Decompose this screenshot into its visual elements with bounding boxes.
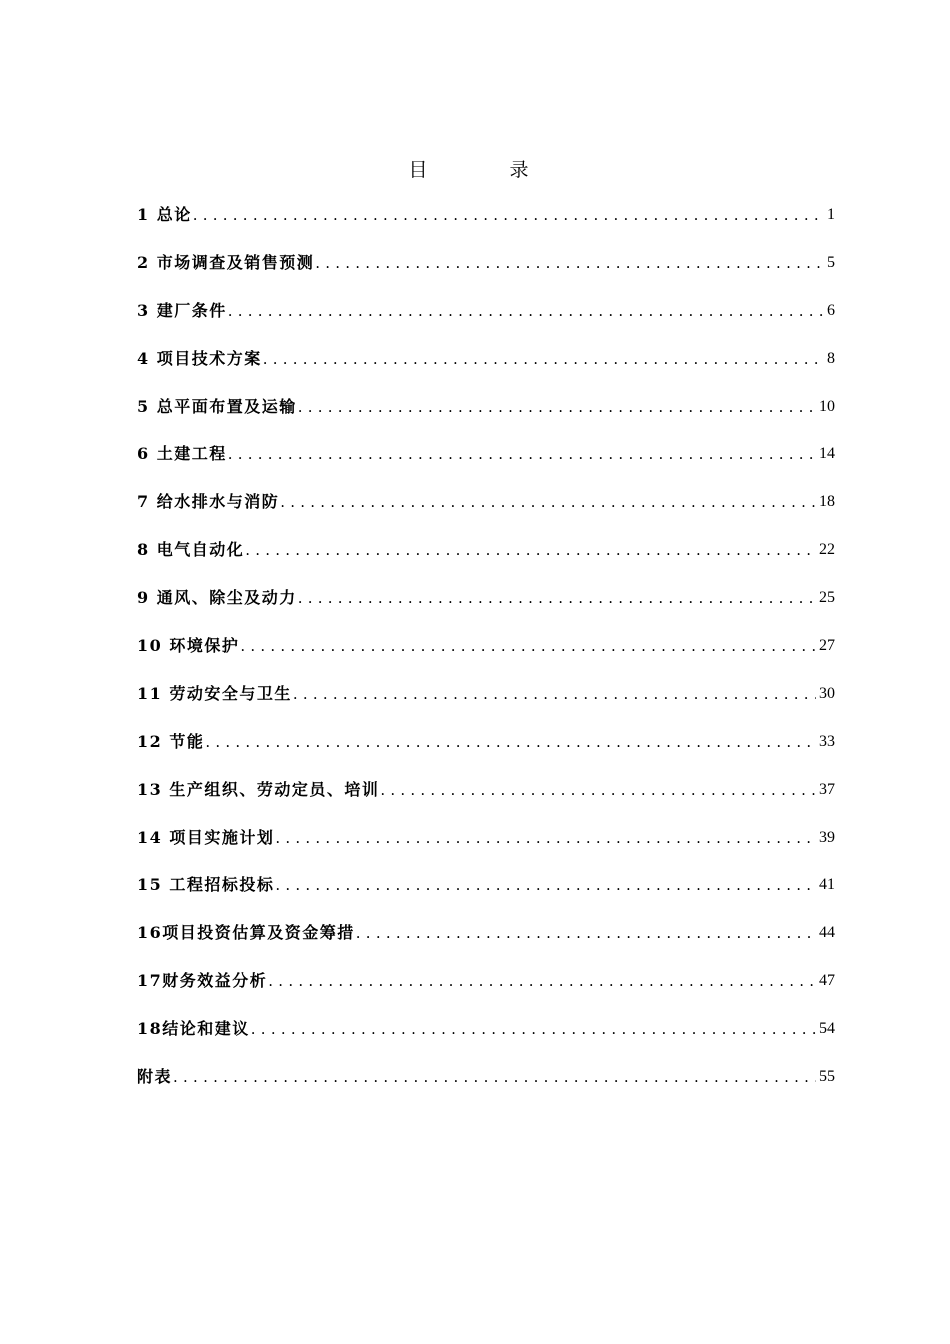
toc-dot-leader: [356, 918, 816, 948]
toc-entry[interactable]: [137, 1014, 835, 1062]
toc-entry-page: 54: [816, 1014, 835, 1044]
toc-entry-page: 47: [816, 966, 835, 996]
toc-entry[interactable]: [137, 870, 835, 918]
toc-entry[interactable]: [137, 439, 835, 487]
toc-entry-label: 15 工程招标投标: [137, 870, 275, 900]
toc-entry-page: 1: [824, 200, 835, 230]
toc-entry-page: 10: [816, 392, 835, 422]
toc-dot-leader: [245, 535, 816, 565]
toc-dot-leader: [268, 966, 816, 996]
toc-dot-leader: [293, 679, 816, 709]
toc-entry[interactable]: [137, 583, 835, 631]
toc-dot-leader: [315, 248, 824, 278]
toc-entry[interactable]: [137, 1062, 835, 1110]
toc-entry[interactable]: [137, 775, 835, 823]
toc-entry-page: 55: [816, 1062, 835, 1092]
toc-entry[interactable]: [137, 727, 835, 775]
toc-entry-page: 37: [816, 775, 835, 805]
toc-entry-page: 18: [816, 487, 835, 517]
toc-entry-page: 14: [816, 439, 835, 469]
toc-entry-page: 22: [816, 535, 835, 565]
toc-entry-label: 8 电气自动化: [137, 535, 245, 565]
toc-entry[interactable]: [137, 296, 835, 344]
toc-entry-label: 3 建厂条件: [137, 296, 228, 326]
toc-title: 目 录: [408, 159, 567, 181]
toc-dot-leader: [298, 583, 816, 613]
toc-entry[interactable]: [137, 823, 835, 871]
toc-entry-label: 附表: [137, 1062, 173, 1092]
toc-entry-label: 5 总平面布置及运输: [137, 392, 298, 422]
toc-dot-leader: [193, 200, 824, 230]
toc-entry[interactable]: [137, 344, 835, 392]
toc-dot-leader: [275, 870, 816, 900]
toc-entry[interactable]: [137, 487, 835, 535]
toc-entry-page: 27: [816, 631, 835, 661]
toc-entry-page: 44: [816, 918, 835, 948]
toc-entry-label: 16项目投资估算及资金筹措: [137, 918, 356, 948]
toc-dot-leader: [251, 1014, 816, 1044]
toc-entry-label: 18结论和建议: [137, 1014, 251, 1044]
toc-entry[interactable]: [137, 918, 835, 966]
toc-entry-page: 25: [816, 583, 835, 613]
toc-entry-page: 6: [824, 296, 835, 326]
toc-entry-label: 13 生产组织、劳动定员、培训: [137, 775, 380, 805]
toc-entry-label: 14 项目实施计划: [137, 823, 275, 853]
toc-dot-leader: [380, 775, 816, 805]
toc-entry[interactable]: [137, 200, 835, 248]
toc-entry-page: 41: [816, 870, 835, 900]
toc-entry[interactable]: [137, 535, 835, 583]
toc-entry-page: 8: [824, 344, 835, 374]
toc-dot-leader: [240, 631, 816, 661]
toc-dot-leader: [275, 823, 816, 853]
toc-entry-page: 30: [816, 679, 835, 709]
toc-entry-label: 1 总论: [137, 200, 193, 230]
toc-entry-page: 33: [816, 727, 835, 757]
toc-entry[interactable]: [137, 631, 835, 679]
toc-entry-label: 17财务效益分析: [137, 966, 268, 996]
toc-list: [137, 200, 835, 1110]
toc-dot-leader: [263, 344, 824, 374]
toc-entry-page: 5: [824, 248, 835, 278]
toc-dot-leader: [280, 487, 816, 517]
toc-entry-label: 11 劳动安全与卫生: [137, 679, 293, 709]
toc-dot-leader: [298, 392, 816, 422]
toc-entry-label: 12 节能: [137, 727, 205, 757]
toc-entry[interactable]: [137, 248, 835, 296]
toc-entry[interactable]: [137, 679, 835, 727]
toc-entry-label: 6 土建工程: [137, 439, 228, 469]
toc-entry-label: 9 通风、除尘及动力: [137, 583, 298, 613]
toc-entry-label: 4 项目技术方案: [137, 344, 263, 374]
toc-dot-leader: [173, 1062, 816, 1092]
toc-entry-page: 39: [816, 823, 835, 853]
toc-entry-label: 10 环境保护: [137, 631, 240, 661]
toc-entry[interactable]: [137, 966, 835, 1014]
toc-dot-leader: [228, 439, 816, 469]
toc-dot-leader: [228, 296, 824, 326]
toc-entry-label: 2 市场调查及销售预测: [137, 248, 315, 278]
toc-entry-label: 7 给水排水与消防: [137, 487, 280, 517]
toc-dot-leader: [205, 727, 816, 757]
toc-entry[interactable]: [137, 392, 835, 440]
